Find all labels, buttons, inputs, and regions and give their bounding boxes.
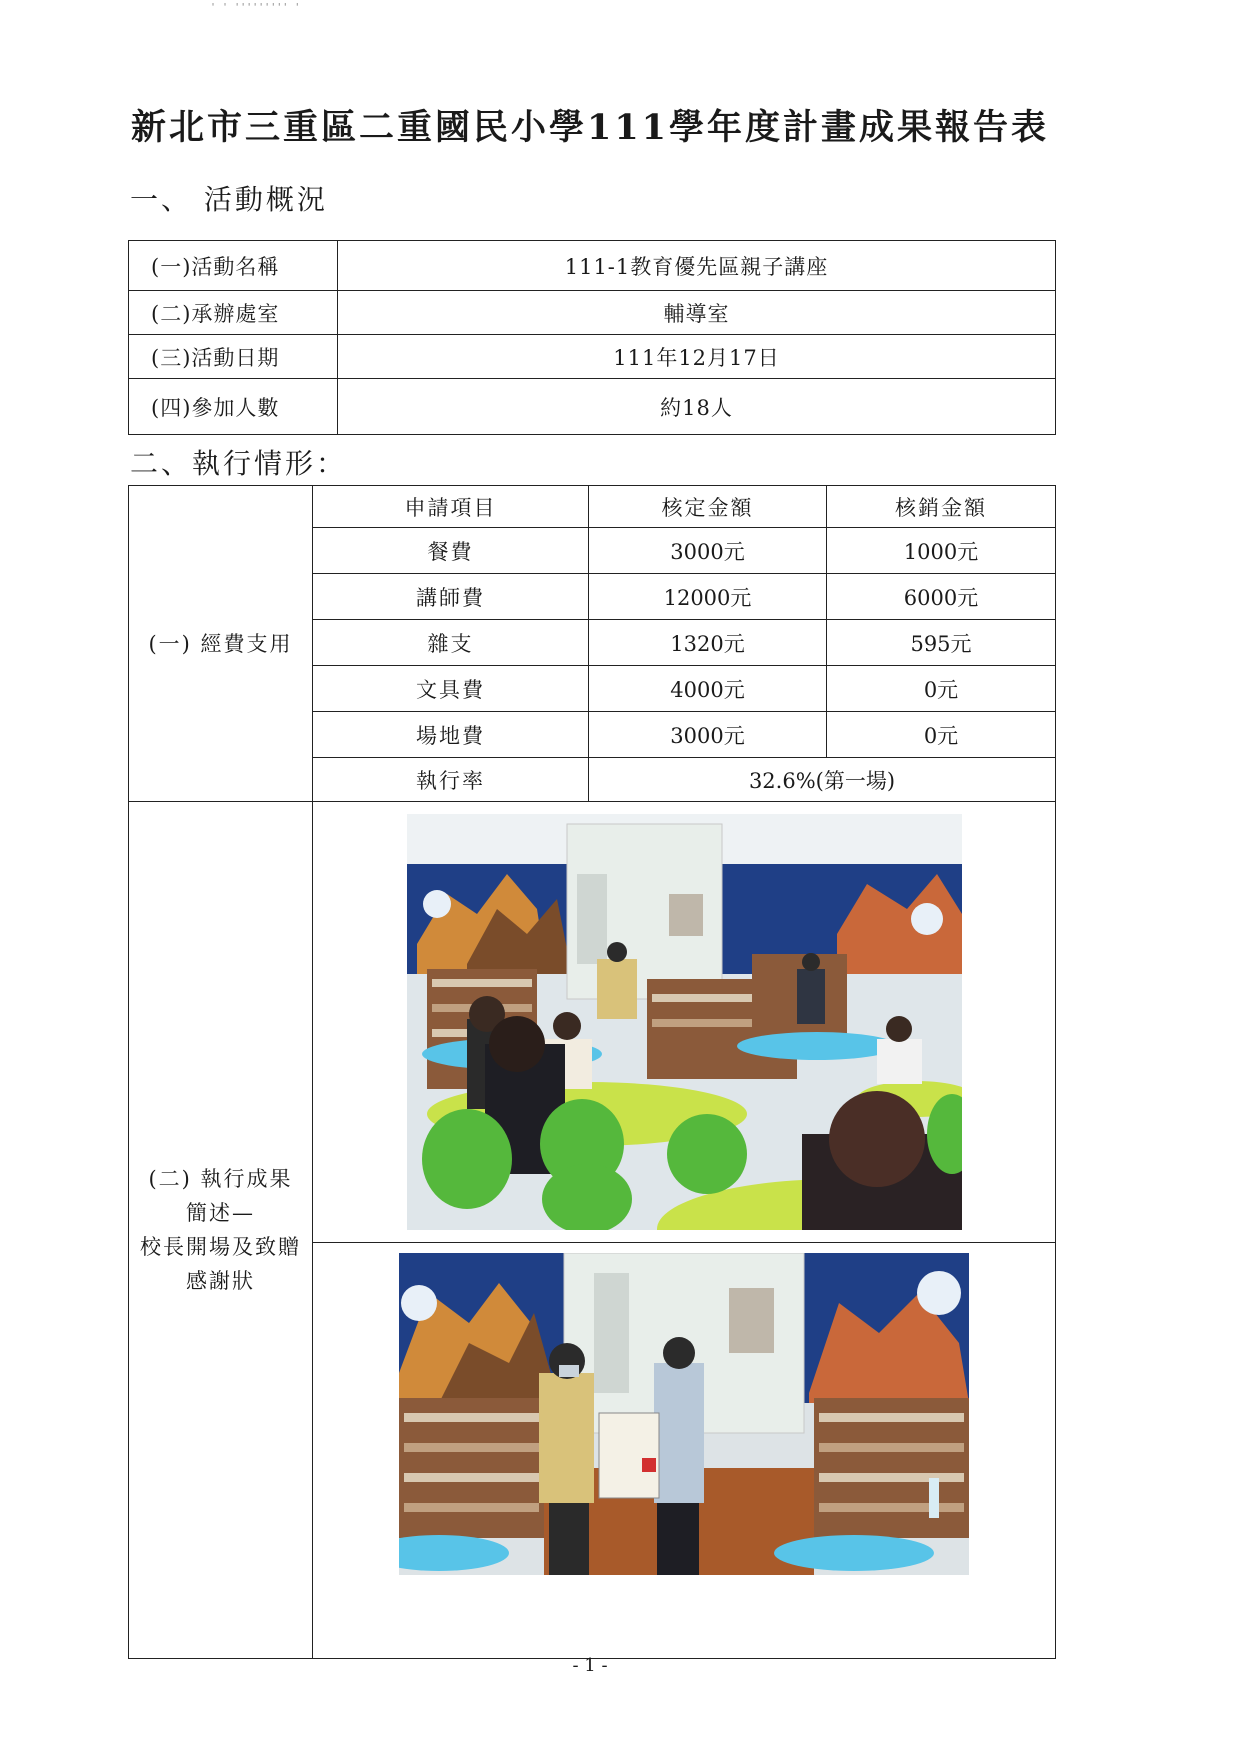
results-side-label: [129, 802, 313, 1659]
overview-row: [129, 379, 1056, 435]
budget-item: 場地費: [313, 712, 589, 758]
overview-label: (四)參加人數: [129, 379, 338, 435]
budget-item: 講師費: [313, 574, 589, 620]
results-label-line: 簡述—: [186, 1201, 255, 1225]
budget-header: 申請項目: [313, 486, 589, 528]
budget-approved: 3000元: [589, 528, 827, 574]
budget-item: 餐費: [313, 528, 589, 574]
overview-label: (一)活動名稱: [129, 241, 338, 291]
page-number: - 1 -: [572, 1655, 608, 1676]
overview-row: [129, 335, 1056, 379]
budget-header-row: [129, 486, 1056, 528]
budget-approved: 4000元: [589, 666, 827, 712]
budget-spent: 595元: [827, 620, 1056, 666]
results-photo-row-1: [129, 802, 1056, 1243]
overview-value: 約18人: [338, 379, 1056, 435]
overview-table: [128, 240, 1056, 435]
budget-approved: 12000元: [589, 574, 827, 620]
results-label-line: (二) 執行成果: [148, 1167, 293, 1191]
budget-item: 雜支: [313, 620, 589, 666]
photo-certificate-presentation: [399, 1253, 969, 1575]
overview-label: (二)承辦處室: [129, 291, 338, 335]
budget-spent: 1000元: [827, 528, 1056, 574]
results-label-line: 感謝狀: [186, 1269, 255, 1293]
overview-row: [129, 241, 1056, 291]
budget-spent: 0元: [827, 666, 1056, 712]
execution-table: [128, 485, 1056, 1659]
photo-cell: [313, 802, 1056, 1243]
budget-approved: 3000元: [589, 712, 827, 758]
budget-spent: 6000元: [827, 574, 1056, 620]
overview-value: 111-1教育優先區親子講座: [338, 241, 1056, 291]
overview-row: [129, 291, 1056, 335]
budget-header: 核定金額: [589, 486, 827, 528]
execution-rate-label: 執行率: [313, 758, 589, 802]
section-1-heading: 一、 活動概況: [130, 183, 328, 216]
budget-header: 核銷金額: [827, 486, 1056, 528]
photo-principal-speech: [407, 814, 962, 1230]
results-label-line: 校長開場及致贈: [140, 1235, 301, 1259]
budget-item: 文具費: [313, 666, 589, 712]
overview-label: (三)活動日期: [129, 335, 338, 379]
photo-cell: [313, 1243, 1056, 1659]
budget-approved: 1320元: [589, 620, 827, 666]
execution-rate-value: 32.6%(第一場): [589, 758, 1056, 802]
budget-side-label: (一) 經費支用: [129, 486, 313, 802]
document-title: 新北市三重區二重國民小學111學年度計畫成果報告表: [130, 107, 1050, 148]
section-2-heading: 二、執行情形：: [130, 447, 348, 480]
scan-marks: ' ' ''''''''' ': [210, 2, 301, 13]
budget-spent: 0元: [827, 712, 1056, 758]
overview-value: 111年12月17日: [338, 335, 1056, 379]
overview-value: 輔導室: [338, 291, 1056, 335]
